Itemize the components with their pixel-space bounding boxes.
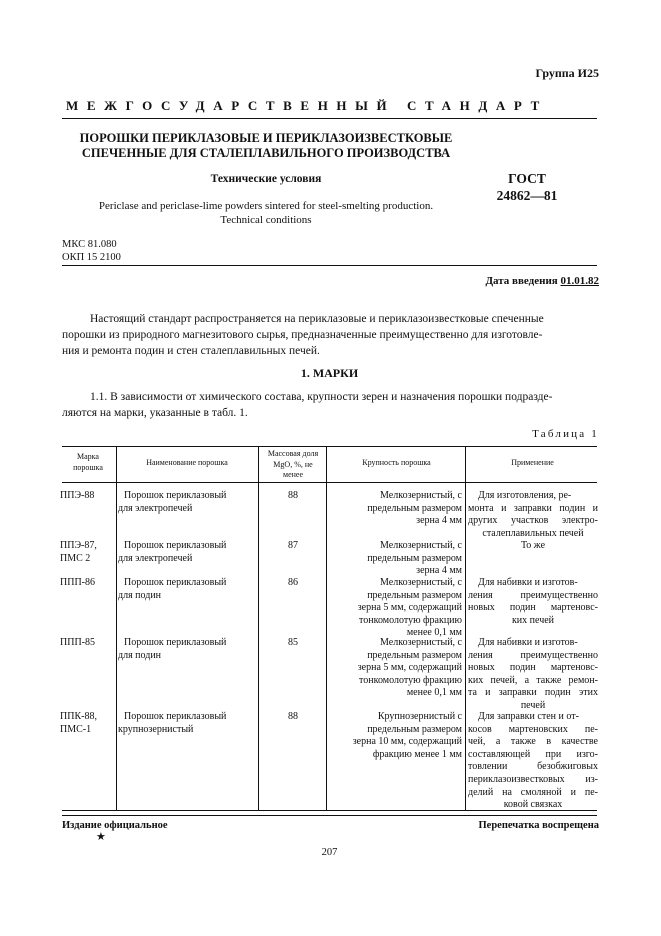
okp-code: ОКП 15 2100 — [62, 252, 121, 263]
table-cell-use — [468, 711, 598, 812]
table-cell-name — [118, 711, 256, 736]
effective-date-label: Дата введения — [485, 275, 558, 287]
table-cell-line: тонкомолотую фракцию — [359, 614, 462, 626]
table-cell-mgo — [262, 711, 324, 724]
table-cell-size — [332, 577, 462, 640]
table-cell-line: Для набивки и изготов- — [478, 577, 578, 588]
table-cell-line: Порошок периклазовый — [124, 540, 227, 551]
table-cell-size — [332, 490, 462, 528]
header-size: Крупность порошка — [362, 458, 431, 467]
group-label: Группа И25 — [535, 66, 599, 80]
table-cell-line: ППЭ-88 — [60, 490, 95, 501]
table-cell-line: Мелкозернистый, с — [380, 577, 462, 588]
table-cell-use — [468, 540, 598, 553]
table-cell-line: менее 0,1 мм — [406, 627, 462, 639]
table-cell-line: Мелкозернистый, с — [380, 490, 462, 501]
title-line-1: ПОРОШКИ ПЕРИКЛАЗОВЫЕ И ПЕРИКЛАЗОИЗВЕСТКОВЫЕ — [79, 131, 453, 145]
column-divider — [326, 446, 327, 810]
table-cell-line: зерна 4 мм — [416, 515, 462, 527]
intro-line-2: порошки из природного магнезитового сырья, предназначенные преимущественно для изготовле- — [62, 329, 543, 341]
table-cell-size — [332, 637, 462, 700]
table-cell-use — [468, 577, 598, 627]
table-cell-mgo — [262, 490, 324, 503]
table-cell-line: для подин — [118, 589, 162, 601]
table-cell-line: для электропечей — [118, 502, 193, 514]
table-header-rule — [62, 482, 597, 483]
star-icon: ★ — [96, 831, 106, 843]
table-cell-size — [332, 711, 462, 761]
gost-label: ГОСТ — [508, 171, 546, 186]
table-cell-line: ППК-88, — [60, 711, 97, 722]
footer-official: Издание официальное — [62, 820, 168, 831]
table-cell-use — [468, 490, 598, 540]
table-cell-use — [468, 637, 598, 713]
table-cell-line: ления преимущественно — [468, 589, 598, 601]
table-cell-name — [118, 490, 256, 515]
intro-line-1: Настоящий стандарт распространяется на периклазовые и периклазоизвестковые спеченные — [90, 313, 544, 325]
column-divider — [465, 446, 466, 810]
table-cell-line: 88 — [288, 711, 298, 722]
table-cell-line: ких печей, а также ремон- — [468, 674, 598, 686]
table-cell-line: зерна 5 мм, содержащий — [357, 602, 462, 614]
table-cell-line: новых подин мартеновс- — [468, 662, 598, 674]
table-cell-line: печей — [520, 699, 546, 711]
footer-rule — [62, 815, 597, 816]
table-cell-grade — [60, 490, 116, 503]
table-cell-line: ПМС 2 — [60, 552, 91, 564]
table-cell-line: для электропечей — [118, 552, 193, 564]
footer-copyright: Перепечатка воспрещена — [478, 820, 599, 831]
table-cell-line: 86 — [288, 577, 298, 588]
table-cell-line: Порошок периклазовый — [124, 711, 227, 722]
gost-number: 24862—81 — [496, 188, 558, 203]
section-heading: 1. МАРКИ — [300, 366, 359, 380]
table-cell-line: Мелкозернистый, с — [380, 637, 462, 648]
header-grade-line: Марка — [77, 452, 99, 461]
table-cell-line: ППЭ-87, — [60, 540, 97, 551]
section-para-line-1: 1.1. В зависимости от химического состава, крупности зерен и назначения порошки подразде- — [90, 391, 553, 403]
table-cell-line: ППП-85 — [60, 637, 95, 648]
table-cell-line: новых подин мартеновс- — [468, 602, 598, 614]
mks-code: МКС 81.080 — [62, 239, 117, 250]
table-cell-line: предельным размером — [367, 649, 462, 661]
effective-date-value: 01.01.82 — [560, 275, 599, 287]
table-cell-line: Для набивки и изготов- — [478, 637, 578, 648]
table-cell-line: сталеплавильных печей — [482, 527, 584, 539]
table-cell-line: чей, а также в качестве — [468, 736, 598, 748]
table-cell-line: Порошок периклазовый — [124, 490, 227, 501]
table-cell-mgo — [262, 577, 324, 590]
table-cell-line: других участков электро- — [468, 515, 598, 527]
header-grade-line: порошка — [73, 462, 103, 472]
header-mgo-line: MgO, %, не — [273, 459, 313, 469]
table-cell-line: ких печей — [511, 614, 555, 626]
column-divider — [116, 446, 117, 810]
table-cell-line: товлении безобжиговых — [468, 761, 598, 773]
table-cell-grade — [60, 711, 116, 736]
standard-banner: МЕЖГОСУДАРСТВЕННЫЙ СТАНДАРТ — [66, 98, 548, 113]
english-title-line-1: Periclase and periclase-lime powders sintered for steel-smelting production. — [98, 200, 434, 212]
table-cell-size — [332, 540, 462, 578]
table-cell-line: Крупнозернистый с — [377, 711, 462, 722]
table-cell-line: делий на смоляной и пе- — [468, 786, 598, 798]
table-cell-line: Для изготовления, ре- — [478, 490, 572, 501]
table-top-rule — [62, 446, 597, 447]
table-cell-line: монта и заправки подин и — [468, 502, 598, 514]
table-cell-line: 87 — [288, 540, 298, 551]
table-cell-line: Порошок периклазовый — [124, 577, 227, 588]
table-cell-line: косов мартеновских пе- — [468, 723, 598, 735]
table-cell-line: То же — [520, 540, 546, 551]
table-cell-line: фракцию менее 1 мм — [372, 748, 462, 760]
table-cell-line: Для заправки стен и от- — [478, 711, 579, 722]
english-title-line-2: Technical conditions — [220, 214, 312, 226]
table-cell-line: для подин — [118, 649, 162, 661]
table-cell-line: Мелкозернистый, с — [380, 540, 462, 551]
table-cell-line: ления преимущественно — [468, 649, 598, 661]
table-cell-name — [118, 577, 256, 602]
table-cell-line: предельным размером — [367, 589, 462, 601]
document-subtitle: Технические условия — [210, 173, 322, 185]
table-cell-grade — [60, 637, 116, 650]
table-cell-line: предельным размером — [367, 723, 462, 735]
table-cell-line: 88 — [288, 490, 298, 501]
header-mgo-line: Массовая доля — [267, 449, 319, 458]
table-cell-name — [118, 540, 256, 565]
page-number: 207 — [321, 847, 338, 858]
table-cell-line: зерна 5 мм, содержащий — [357, 662, 462, 674]
table-cell-grade — [60, 540, 116, 565]
table-cell-line: Порошок периклазовый — [124, 637, 227, 648]
table-cell-grade — [60, 577, 116, 590]
table-cell-line: предельным размером — [367, 552, 462, 564]
column-divider — [258, 446, 259, 810]
header-grade — [60, 452, 116, 473]
header-mgo — [260, 449, 326, 481]
header-use: Применение — [511, 458, 554, 467]
table-cell-line: 85 — [288, 637, 298, 648]
table-cell-line: предельным размером — [367, 502, 462, 514]
table-cell-line: менее 0,1 мм — [406, 687, 462, 699]
table-cell-line: периклазоизвестковых из- — [468, 773, 598, 785]
table-cell-mgo — [262, 637, 324, 650]
header-mgo-line: менее — [283, 470, 303, 479]
table-cell-line: тонкомолотую фракцию — [359, 674, 462, 686]
table-cell-mgo — [262, 540, 324, 553]
table-cell-line: та и заправки подин этих — [468, 687, 598, 699]
table-cell-line: крупнозернистый — [118, 723, 194, 735]
section-para-line-2: ляются на марки, указанные в табл. 1. — [62, 407, 248, 419]
table-cell-name — [118, 637, 256, 662]
table-cell-line: зерна 4 мм — [416, 565, 462, 577]
table-caption: Таблица 1 — [532, 428, 599, 440]
table-cell-line: ковой связках — [503, 799, 563, 811]
header-name: Наименование порошка — [146, 458, 228, 467]
table-cell-line: зерна 10 мм, содержащий — [352, 736, 462, 748]
intro-line-3: ния и ремонта подин и стен сталеплавильных печей. — [62, 345, 320, 357]
table-cell-line: ППП-86 — [60, 577, 95, 588]
title-line-2: СПЕЧЕННЫЕ ДЛЯ СТАЛЕПЛАВИЛЬНОГО ПРОИЗВОДСТВА — [81, 146, 451, 160]
table-cell-line: ПМС-1 — [60, 723, 92, 735]
table-cell-line: составляющей при изго- — [468, 748, 598, 760]
